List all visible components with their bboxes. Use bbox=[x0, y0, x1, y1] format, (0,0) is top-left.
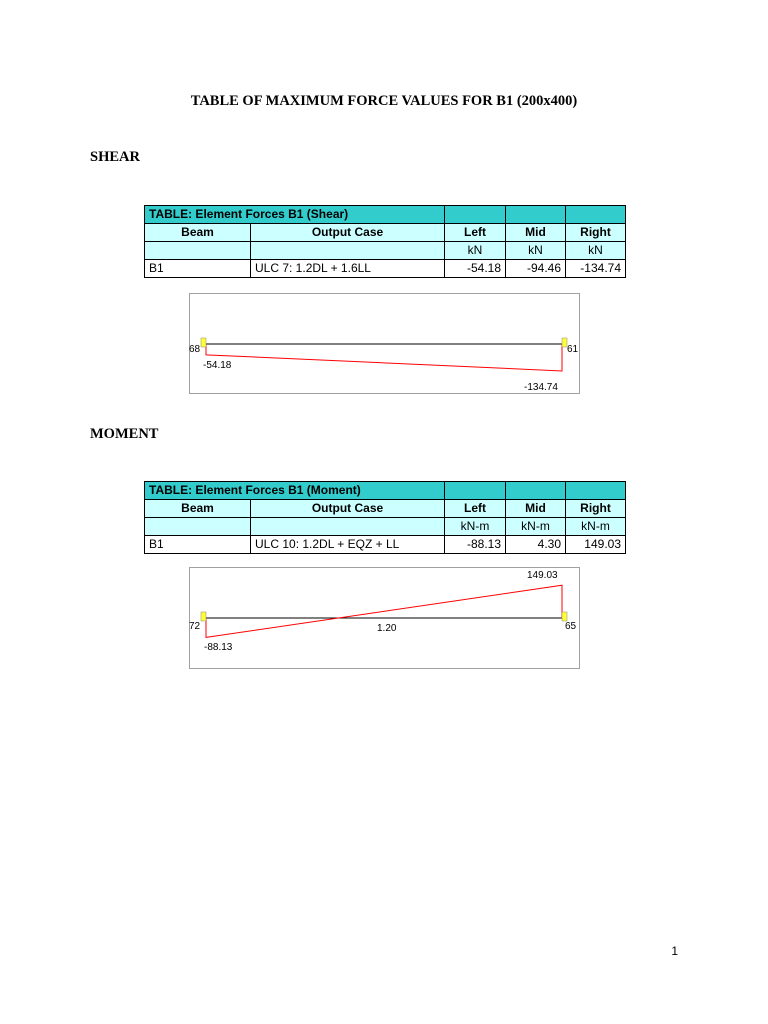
table-title: TABLE: Element Forces B1 (Shear) bbox=[145, 206, 445, 224]
shear-table bbox=[144, 205, 626, 278]
col-header-right: Right bbox=[566, 224, 626, 242]
unit-beam bbox=[145, 242, 251, 260]
shear-heading: SHEAR bbox=[90, 149, 140, 165]
cell-beam: B1 bbox=[145, 260, 251, 278]
left-support-marker bbox=[201, 612, 206, 621]
units-row bbox=[145, 518, 626, 536]
cell-right: -134.74 bbox=[566, 260, 626, 278]
col-header-mid: Mid bbox=[506, 500, 566, 518]
units-row bbox=[145, 242, 626, 260]
right-support-marker bbox=[562, 612, 567, 621]
col-header-mid: Mid bbox=[506, 224, 566, 242]
table-title-row bbox=[145, 206, 626, 224]
moment-table bbox=[144, 481, 626, 554]
left-support-label: 68 bbox=[189, 344, 201, 355]
unit-mid: kN bbox=[506, 242, 566, 260]
column-header-row bbox=[145, 500, 626, 518]
cell-output-case: ULC 10: 1.2DL + EQZ + LL bbox=[251, 536, 445, 554]
table-title: TABLE: Element Forces B1 (Moment) bbox=[145, 482, 445, 500]
table-title-row bbox=[145, 482, 626, 500]
column-header-row bbox=[145, 224, 626, 242]
shear-force-diagram bbox=[189, 293, 580, 394]
left-support-label: 72 bbox=[189, 621, 201, 632]
col-header-right: Right bbox=[566, 500, 626, 518]
col-header-beam: Beam bbox=[145, 500, 251, 518]
cell-left: -54.18 bbox=[445, 260, 506, 278]
cell-mid: 4.30 bbox=[506, 536, 566, 554]
zero-crossing-label: 1.20 bbox=[377, 623, 397, 634]
moment-heading: MOMENT bbox=[90, 426, 159, 442]
table-row bbox=[145, 536, 626, 554]
unit-left: kN-m bbox=[445, 518, 506, 536]
unit-right: kN-m bbox=[566, 518, 626, 536]
table-row bbox=[145, 260, 626, 278]
col-header-left: Left bbox=[445, 500, 506, 518]
right-value-label: 149.03 bbox=[527, 570, 558, 581]
unit-left: kN bbox=[445, 242, 506, 260]
unit-output-case bbox=[251, 518, 445, 536]
col-header-output-case: Output Case bbox=[251, 224, 445, 242]
cell-mid: -94.46 bbox=[506, 260, 566, 278]
col-header-beam: Beam bbox=[145, 224, 251, 242]
col-header-left: Left bbox=[445, 224, 506, 242]
page-number: 1 bbox=[671, 944, 678, 958]
unit-right: kN bbox=[566, 242, 626, 260]
cell-output-case: ULC 7: 1.2DL + 1.6LL bbox=[251, 260, 445, 278]
left-value-label: -54.18 bbox=[203, 360, 232, 371]
moment-diagram bbox=[189, 567, 580, 669]
right-value-label: -134.74 bbox=[524, 382, 558, 393]
cell-right: 149.03 bbox=[566, 536, 626, 554]
page-title: TABLE OF MAXIMUM FORCE VALUES FOR B1 (200x400) bbox=[190, 93, 578, 109]
unit-beam bbox=[145, 518, 251, 536]
left-support-marker bbox=[201, 338, 206, 347]
unit-mid: kN-m bbox=[506, 518, 566, 536]
left-value-label: -88.13 bbox=[204, 642, 233, 653]
unit-output-case bbox=[251, 242, 445, 260]
cell-beam: B1 bbox=[145, 536, 251, 554]
right-support-label: 61 bbox=[567, 344, 579, 355]
col-header-output-case: Output Case bbox=[251, 500, 445, 518]
right-support-label: 65 bbox=[565, 621, 577, 632]
cell-left: -88.13 bbox=[445, 536, 506, 554]
